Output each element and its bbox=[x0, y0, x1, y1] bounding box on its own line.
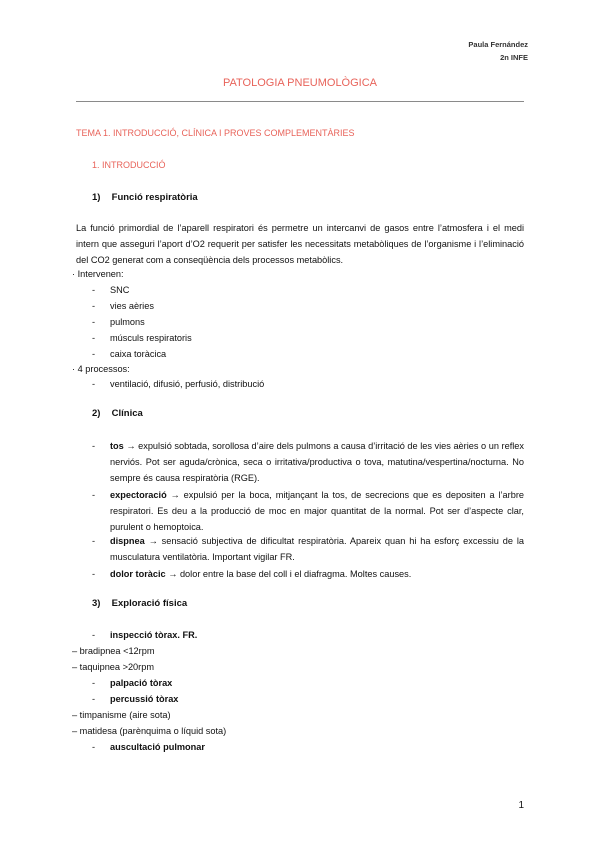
subheading-exploracio bbox=[92, 598, 187, 609]
list-dash: - bbox=[92, 285, 96, 295]
list-dash: - bbox=[92, 349, 96, 359]
exploracio-list bbox=[0, 627, 600, 757]
list-subitem: – timpanisme (aire sota) bbox=[72, 710, 171, 720]
clinica-item-tos bbox=[92, 438, 524, 486]
list-dash: - bbox=[92, 678, 96, 688]
list-subitem: – matidesa (parènquima o líquid sota) bbox=[72, 726, 227, 736]
list-item: ventilació, difusió, perfusió, distribució bbox=[110, 379, 265, 389]
list-dash: - bbox=[92, 441, 96, 451]
clinica-term: tos bbox=[110, 441, 124, 451]
subheading-number: 2) bbox=[92, 408, 101, 419]
list-dash: - bbox=[92, 536, 96, 546]
clinica-text: → expulsió per la boca, mitjançant la tos, de secrecions que es depositen a l’arbre respiratori. Es deu a la producció de moc en major quantitat de la normal. Pot ser d’aspecte clar, purulent o hemoptoica. bbox=[110, 490, 524, 532]
course-label: 2n INFE bbox=[500, 53, 528, 62]
subheading-label: Clínica bbox=[111, 408, 143, 419]
intervenen-list bbox=[0, 282, 600, 362]
clinica-item-dispnea bbox=[92, 533, 524, 565]
processos-label: · 4 processos: bbox=[72, 364, 130, 374]
list-item-palpacio: palpació tòrax bbox=[110, 678, 173, 688]
header-author-block bbox=[468, 38, 528, 64]
subheading-number: 3) bbox=[92, 598, 101, 609]
page-number: 1 bbox=[518, 800, 524, 811]
list-subitem: – taquipnea >20rpm bbox=[72, 662, 154, 672]
list-item-percussio: percussió tòrax bbox=[110, 694, 179, 704]
list-item: pulmons bbox=[110, 317, 145, 327]
list-dash: - bbox=[92, 569, 96, 579]
author-name: Paula Fernández bbox=[468, 40, 528, 49]
subheading-number: 1) bbox=[92, 192, 101, 203]
list-dash: - bbox=[92, 694, 96, 704]
list-dash: - bbox=[92, 630, 96, 640]
clinica-term: expectoració bbox=[110, 490, 167, 500]
subheading-clinica bbox=[92, 408, 143, 419]
clinica-text: → sensació subjectiva de dificultat respiratòria. Apareix quan hi ha esforç excessiu de la musculatura ventilatòria. Important vigilar FR. bbox=[110, 536, 524, 562]
list-item: músculs respiratoris bbox=[110, 333, 192, 343]
clinica-item-expectoracio bbox=[92, 487, 524, 535]
subheading-funcio bbox=[92, 192, 198, 203]
list-item: SNC bbox=[110, 285, 130, 295]
list-subitem: – bradipnea <12rpm bbox=[72, 646, 155, 656]
clinica-term: dolor toràcic bbox=[110, 569, 166, 579]
list-item-inspeccio: inspecció tòrax. FR. bbox=[110, 630, 198, 640]
section-heading-introduccio: 1. INTRODUCCIÓ bbox=[92, 160, 166, 170]
title-divider bbox=[76, 101, 524, 102]
intervenen-label: · Intervenen: bbox=[72, 269, 124, 279]
clinica-text: → dolor entre la base del coll i el diafragma. Moltes causes. bbox=[165, 569, 412, 579]
clinica-item-dolor-toracic bbox=[92, 566, 524, 582]
tema-heading: TEMA 1. INTRODUCCIÓ, CLÍNICA I PROVES COMPLEMENTÀRIES bbox=[76, 128, 355, 138]
document-title: PATOLOGIA PNEUMOLÒGICA bbox=[222, 77, 378, 89]
list-item: vies aèries bbox=[110, 301, 154, 311]
list-dash: - bbox=[92, 490, 96, 500]
intro-paragraph: La funció primordial de l’aparell respiratori és permetre un intercanvi de gasos entre l’atmosfera i el medi intern que asseguri l’aport d’O2 requerit per satisfer les necessitats metabòliques de l’organisme i l’eliminació del CO2 generat com a conseqüència dels processos metabòlics. bbox=[76, 223, 524, 265]
list-item: caixa toràcica bbox=[110, 349, 167, 359]
list-dash: - bbox=[92, 317, 96, 327]
subheading-label: Funció respiratòria bbox=[111, 192, 198, 203]
list-dash: - bbox=[92, 301, 96, 311]
processos-list bbox=[0, 376, 600, 392]
list-dash: - bbox=[92, 742, 96, 752]
subheading-label: Exploració física bbox=[111, 598, 188, 609]
list-item-auscultacio: auscultació pulmonar bbox=[110, 742, 205, 752]
clinica-text: → expulsió sobtada, sorollosa d’aire dels pulmons a causa d’irritació de les vies aèries o un reflex nerviós. Pot ser aguda/crònica, seca o irritativa/productiva o tova, matutina/vespertina/nocturna. No sempre és causa respiratòria (RGE). bbox=[110, 441, 524, 483]
clinica-term: dispnea bbox=[110, 536, 145, 546]
list-dash: - bbox=[92, 333, 96, 343]
list-dash: - bbox=[92, 379, 96, 389]
